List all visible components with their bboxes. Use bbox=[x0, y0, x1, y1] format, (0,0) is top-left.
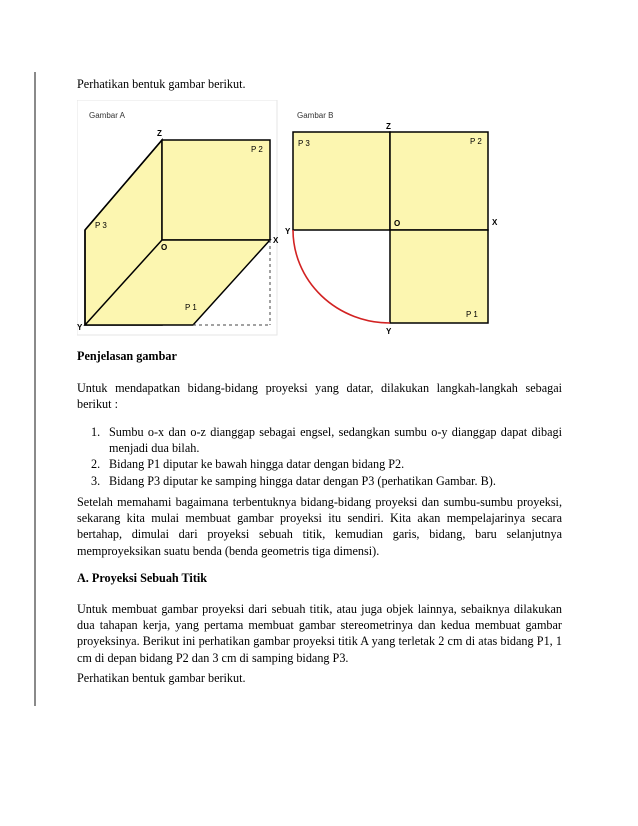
gambar-a bbox=[77, 100, 279, 335]
section1-paragraph2: Setelah memahami bagaimana terbentuknya bidang-bidang proyeksi dan sumbu-sumbu proyeksi, sekarang kita mulai membuat gambar proyeksi itu sendiri. Kita akan mempelajarinya secara bertahap, dimulai dari proyeksi sebuah titik, kemudian garis, bidang, baru selanjutnya memproyeksikan suatu benda (benda geometris tiga dimensi). bbox=[77, 495, 562, 558]
section2-paragraph: Untuk membuat gambar proyeksi dari sebuah titik, atau juga objek lainnya, sebaiknya dilakukan dua tahapan kerja, yang pertama membuat gambar stereometrinya dan kedua membuat gambar proyeksinya. Berikut ini perhatikan gambar proyeksi titik A yang terletak 2 cm di atas bidang P1, 1 cm di depan bidang P2 dan 3 cm di samping bidang P3. bbox=[77, 602, 562, 665]
label-p1-a: P 1 bbox=[185, 303, 197, 312]
label-y-left-b: Y bbox=[285, 227, 291, 236]
label-y-a: Y bbox=[77, 323, 83, 332]
label-y-bottom-b: Y bbox=[386, 327, 392, 336]
section2-heading: A. Proyeksi Sebuah Titik bbox=[77, 571, 208, 585]
section1-paragraph: Untuk mendapatkan bidang-bidang proyeksi yang datar, dilakukan langkah-langkah sebagai berikut : bbox=[77, 381, 562, 412]
label-p1-b: P 1 bbox=[466, 310, 478, 319]
plane-p2-b bbox=[390, 132, 488, 230]
list-item: 2. Bidang P1 diputar ke bawah hingga datar dengan bidang P2. bbox=[91, 457, 405, 472]
gambar-a-title: Gambar A bbox=[89, 111, 126, 120]
list-item: 1. Sumbu o-x dan o-z dianggap sebagai engsel, sedangkan sumbu o-y dianggap dapat dibagi menjadi dua bilah. bbox=[91, 425, 562, 456]
left-margin-line bbox=[34, 72, 36, 706]
list-item: 3. Bidang P3 diputar ke samping hingga datar dengan P3 (perhatikan Gambar. B). bbox=[91, 473, 496, 488]
rotation-arc bbox=[293, 230, 390, 323]
label-p2-a: P 2 bbox=[251, 145, 263, 154]
gambar-b bbox=[285, 111, 498, 336]
label-x-a: X bbox=[273, 236, 279, 245]
steps-list bbox=[77, 424, 562, 489]
label-z-b: Z bbox=[386, 122, 391, 131]
intro-text: Perhatikan bentuk gambar berikut. bbox=[77, 77, 246, 91]
section2-outro: Perhatikan bentuk gambar berikut. bbox=[77, 671, 246, 685]
projection-figure bbox=[77, 100, 507, 340]
label-p3-b: P 3 bbox=[298, 139, 310, 148]
section1-heading: Penjelasan gambar bbox=[77, 349, 177, 363]
gambar-b-title: Gambar B bbox=[297, 111, 334, 120]
label-x-b: X bbox=[492, 218, 498, 227]
plane-p2-a bbox=[162, 140, 270, 240]
label-p2-b: P 2 bbox=[470, 137, 482, 146]
label-p3-a: P 3 bbox=[95, 221, 107, 230]
label-o-b: O bbox=[394, 219, 401, 228]
label-z-a: Z bbox=[157, 129, 162, 138]
label-o-a: O bbox=[161, 243, 168, 252]
